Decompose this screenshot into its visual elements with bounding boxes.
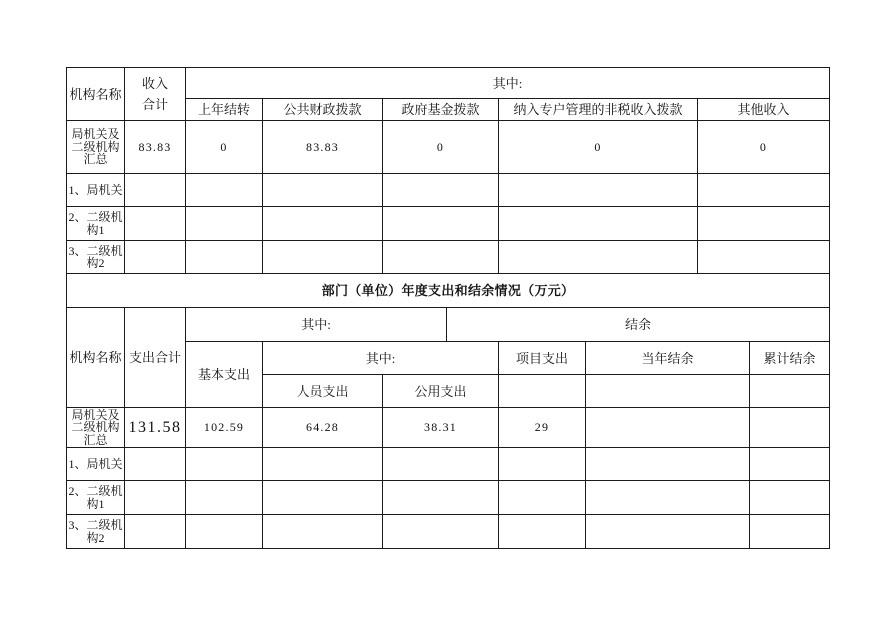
expense-public-header: 公用支出 [382,374,499,408]
expense-personnel-header: 人员支出 [262,374,383,408]
expense-row-1-current-balance [585,407,750,448]
expense-row-1-basic: 102.59 [185,407,263,448]
expense-row-4-current-balance [585,514,750,549]
income-row-1-other: 0 [697,120,830,174]
income-row-4-name: 3、二级机构2 [66,240,125,274]
income-row-1-name: 局机关及二级机构汇总 [66,120,125,174]
expense-row-3-project [498,480,586,515]
income-row-2-total [124,173,186,207]
expense-row-3-cumulative-balance [749,480,830,515]
income-col-header-public-finance: 公共财政拨款 [262,98,383,121]
expense-balance-header: 结余 [446,307,830,342]
expense-row-4-name: 3、二级机构2 [66,514,125,549]
income-row-2-public-finance [262,173,383,207]
expense-row-1-public: 38.31 [382,407,499,448]
income-row-1-total: 83.83 [124,120,186,174]
expense-row-4-basic [185,514,263,549]
income-of-which-header: 其中: [185,67,830,99]
expense-header-blank-cell [749,374,830,408]
income-col-header-non-tax: 纳入专户管理的非税收入拨款 [498,98,698,121]
expense-row-2-project [498,447,586,481]
expense-row-2-public [382,447,499,481]
expense-row-1-personnel: 64.28 [262,407,383,448]
expense-row-1-cumulative-balance [749,407,830,448]
expense-row-2-total [124,447,186,481]
expense-current-balance-header: 当年结余 [585,341,750,375]
expense-row-4-total [124,514,186,549]
expense-row-2-cumulative-balance [749,447,830,481]
expense-row-3-basic [185,480,263,515]
expense-section-title: 部门（单位）年度支出和结余情况（万元） [66,273,830,308]
income-row-3-public-finance [262,206,383,241]
expense-cumulative-balance-header: 累计结余 [749,341,830,375]
expense-row-4-personnel [262,514,383,549]
expense-row-2-personnel [262,447,383,481]
income-row-2-name: 1、局机关 [66,173,125,207]
expense-row-3-current-balance [585,480,750,515]
income-col-header-other: 其他收入 [697,98,830,121]
expense-of-which-sub-header: 其中: [262,341,499,375]
income-row-2-carryover [185,173,263,207]
income-row-1-government-fund: 0 [382,120,499,174]
expense-row-4-project [498,514,586,549]
expense-row-2-name: 1、局机关 [66,447,125,481]
income-row-2-non-tax [498,173,698,207]
income-org-name-header: 机构名称 [66,67,125,121]
expense-row-1-project: 29 [498,407,586,448]
income-total-header-line: 收入 [141,76,168,91]
income-row-4-total [124,240,186,274]
income-row-4-carryover [185,240,263,274]
income-row-3-non-tax [498,206,698,241]
income-row-2-government-fund [382,173,499,207]
expense-row-3-name: 2、二级机构1 [66,480,125,515]
expense-row-4-cumulative-balance [749,514,830,549]
expense-basic-header: 基本支出 [185,341,263,408]
expense-org-name-header: 机构名称 [66,307,125,408]
expense-total-header: 支出合计 [124,307,186,408]
income-row-1-public-finance: 83.83 [262,120,383,174]
income-row-4-government-fund [382,240,499,274]
income-col-header-carryover: 上年结转 [185,98,263,121]
expense-row-2-basic [185,447,263,481]
expense-row-1-name: 局机关及二级机构汇总 [66,407,125,448]
expense-of-which-header: 其中: [185,307,447,342]
income-row-4-public-finance [262,240,383,274]
expense-row-3-personnel [262,480,383,515]
income-row-3-name: 2、二级机构1 [66,206,125,241]
income-row-3-carryover [185,206,263,241]
income-col-header-government-fund: 政府基金拨款 [382,98,499,121]
expense-header-blank-cell [498,374,586,408]
income-total-header-line: 合计 [141,97,168,112]
expense-row-3-public [382,480,499,515]
income-row-4-other [697,240,830,274]
expense-row-4-public [382,514,499,549]
income-row-1-non-tax: 0 [498,120,698,174]
expense-row-1-total: 131.58 [124,407,186,448]
expense-row-2-current-balance [585,447,750,481]
income-row-3-other [697,206,830,241]
income-row-2-other [697,173,830,207]
expense-project-header: 项目支出 [498,341,586,375]
income-row-3-total [124,206,186,241]
income-row-4-non-tax [498,240,698,274]
expense-header-blank-cell [585,374,750,408]
income-row-3-government-fund [382,206,499,241]
income-row-1-carryover: 0 [185,120,263,174]
expense-row-3-total [124,480,186,515]
income-total-header [124,67,186,121]
